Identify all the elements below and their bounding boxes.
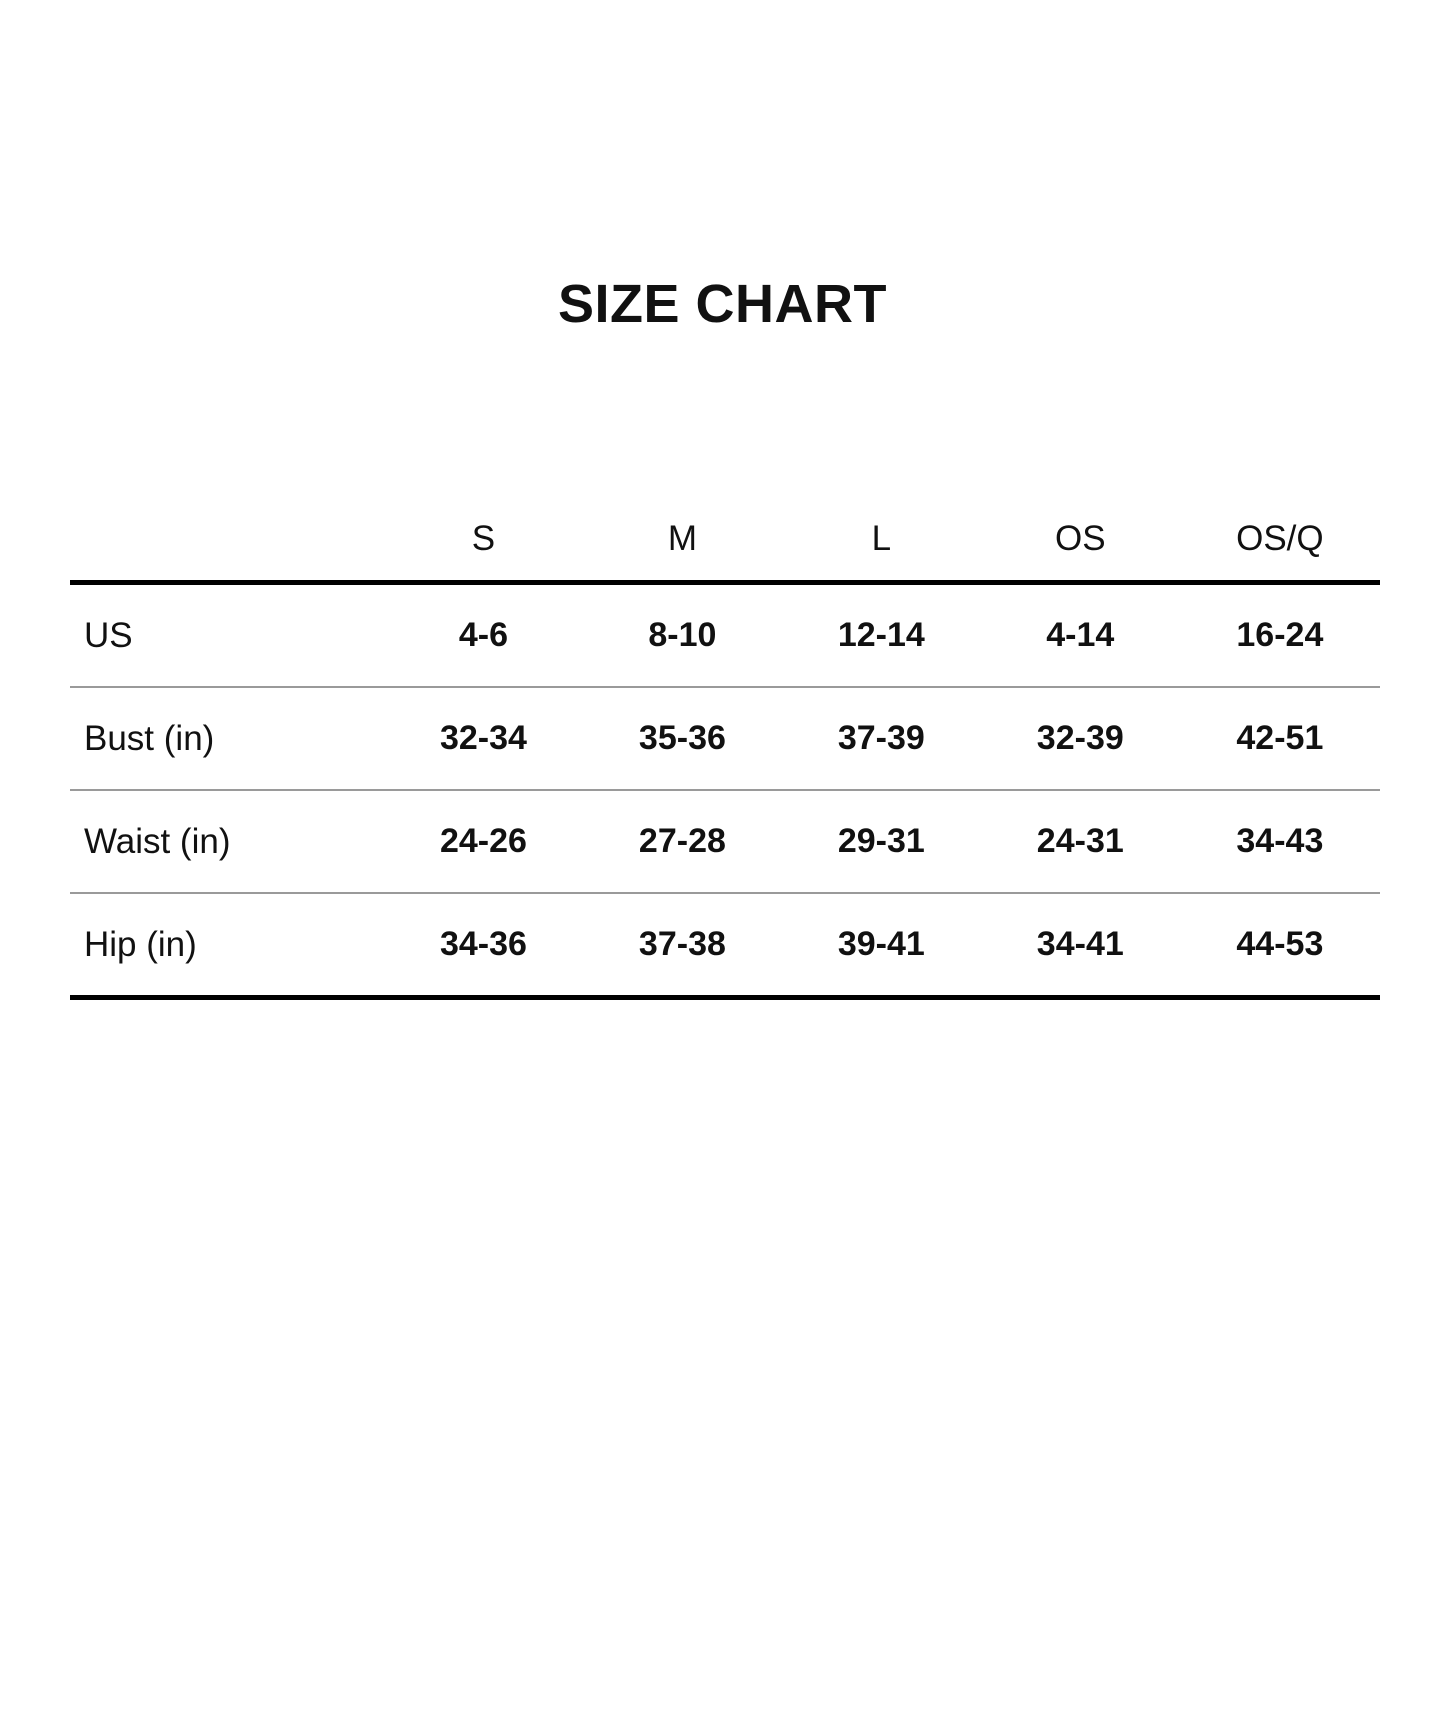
table-cell: 34-36 — [384, 893, 583, 998]
row-label: Hip (in) — [70, 893, 384, 998]
column-header-l: L — [782, 498, 981, 583]
table-cell: 4-6 — [384, 583, 583, 688]
table-cell: 42-51 — [1180, 687, 1380, 790]
table-cell: 12-14 — [782, 583, 981, 688]
table-cell: 39-41 — [782, 893, 981, 998]
table-row-bust — [70, 687, 1380, 790]
header-corner — [70, 498, 384, 583]
table-row-us — [70, 583, 1380, 688]
table-cell: 34-41 — [981, 893, 1180, 998]
table-row-waist — [70, 790, 1380, 893]
row-label: US — [70, 583, 384, 688]
column-header-s: S — [384, 498, 583, 583]
table-cell: 32-34 — [384, 687, 583, 790]
row-label: Waist (in) — [70, 790, 384, 893]
table-cell: 24-26 — [384, 790, 583, 893]
table-cell: 8-10 — [583, 583, 782, 688]
table-cell: 37-38 — [583, 893, 782, 998]
table-cell: 16-24 — [1180, 583, 1380, 688]
table-row-hip — [70, 893, 1380, 998]
table-header-row — [70, 498, 1380, 583]
column-header-osq: OS/Q — [1180, 498, 1380, 583]
table-cell: 34-43 — [1180, 790, 1380, 893]
table-cell: 44-53 — [1180, 893, 1380, 998]
table-cell: 24-31 — [981, 790, 1180, 893]
table-cell: 32-39 — [981, 687, 1180, 790]
table-cell: 37-39 — [782, 687, 981, 790]
column-header-os: OS — [981, 498, 1180, 583]
table-cell: 35-36 — [583, 687, 782, 790]
row-label: Bust (in) — [70, 687, 384, 790]
column-header-m: M — [583, 498, 782, 583]
table-cell: 4-14 — [981, 583, 1180, 688]
table-cell: 27-28 — [583, 790, 782, 893]
size-chart-table — [70, 498, 1380, 1000]
page-title: SIZE CHART — [558, 274, 887, 334]
table-cell: 29-31 — [782, 790, 981, 893]
